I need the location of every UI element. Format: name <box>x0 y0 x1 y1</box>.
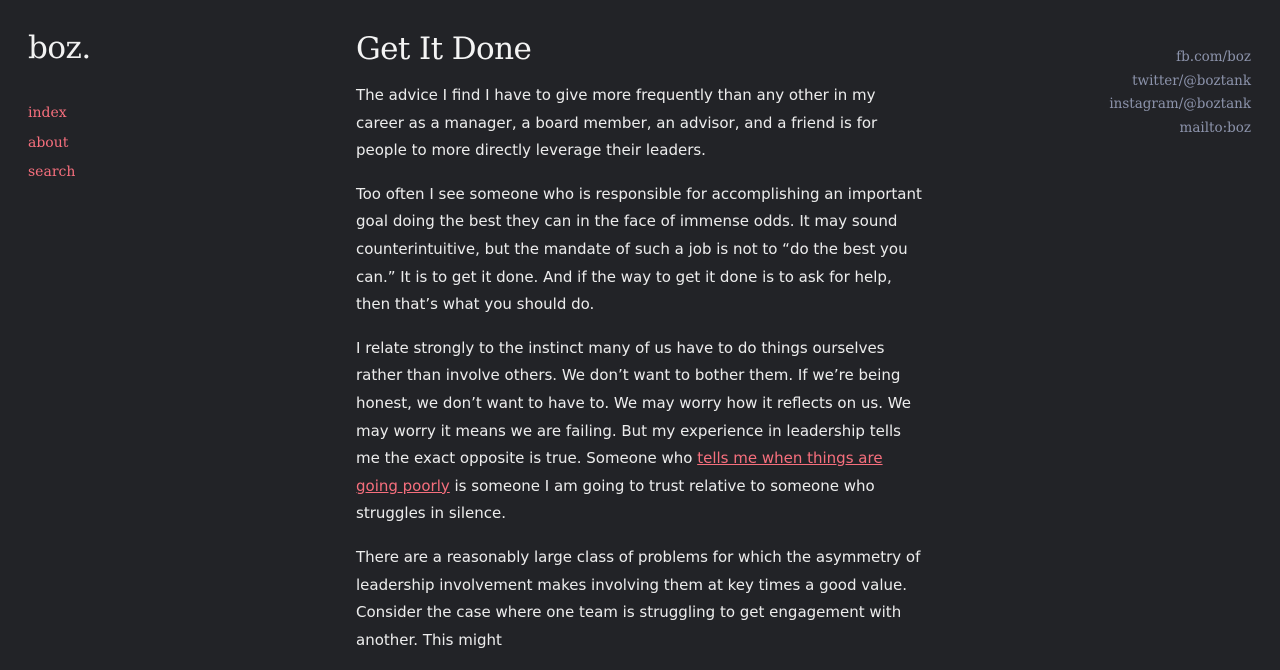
nav-link-index[interactable]: index <box>28 105 67 121</box>
nav-link-search[interactable]: search <box>28 164 76 180</box>
article-title: Get It Done <box>356 31 532 67</box>
social-item-mail <box>1109 117 1251 141</box>
instagram-link[interactable]: instagram/@boztank <box>1109 96 1251 112</box>
mailto-link[interactable]: mailto:boz <box>1179 119 1251 136</box>
twitter-link[interactable]: twitter/@boztank <box>1132 72 1251 89</box>
nav-item-index <box>28 101 75 131</box>
inline-article-link[interactable]: tells me when things are going poorly <box>356 449 883 495</box>
article-paragraph-1: The advice I find I have to give more frequently than any other in my career as a manager, a board member, an advisor, and a friend is for people to more directly leverage their leaders. <box>356 86 878 160</box>
nav-item-search <box>28 160 75 190</box>
site-logo[interactable]: boz. <box>28 30 91 66</box>
social-item-facebook <box>1109 46 1251 70</box>
social-links <box>1109 46 1251 140</box>
article-paragraph-3 <box>356 335 928 528</box>
nav-link-about[interactable]: about <box>28 134 69 151</box>
social-item-instagram <box>1109 93 1251 117</box>
nav-item-about <box>28 131 75 161</box>
article <box>356 30 928 670</box>
social-item-twitter <box>1109 70 1251 94</box>
paragraph-3-text-before: I relate strongly to the instinct many of us have to do things ourselves rather than involve others. We don’t want to bother them. If we’re being honest, we don’t want to have to. We may worry how it reflects on us. We may worry it means we are failing. But my experience in leadership tells me the exact opposite is true. Someone who <box>356 338 911 468</box>
paragraph-3-text-after: is someone I am going to trust relative to someone who struggles in silence. <box>356 476 875 523</box>
facebook-link[interactable]: fb.com/boz <box>1176 49 1251 65</box>
article-paragraph-2: Too often I see someone who is responsible for accomplishing an important goal doing the best they can in the face of immense odds. It may sound counterintuitive, but the mandate of such a job is not to “do the best you can.” It is to get it done. And if the way to get it done is to ask for help, then that’s what you should do. <box>356 184 922 314</box>
article-paragraph-4: There are a reasonably large class of problems for which the asymmetry of leadership involvement makes involving them at key times a good value. Consider the case where one team is struggling to get engagement with another. This might <box>356 547 921 649</box>
left-nav <box>28 101 75 190</box>
